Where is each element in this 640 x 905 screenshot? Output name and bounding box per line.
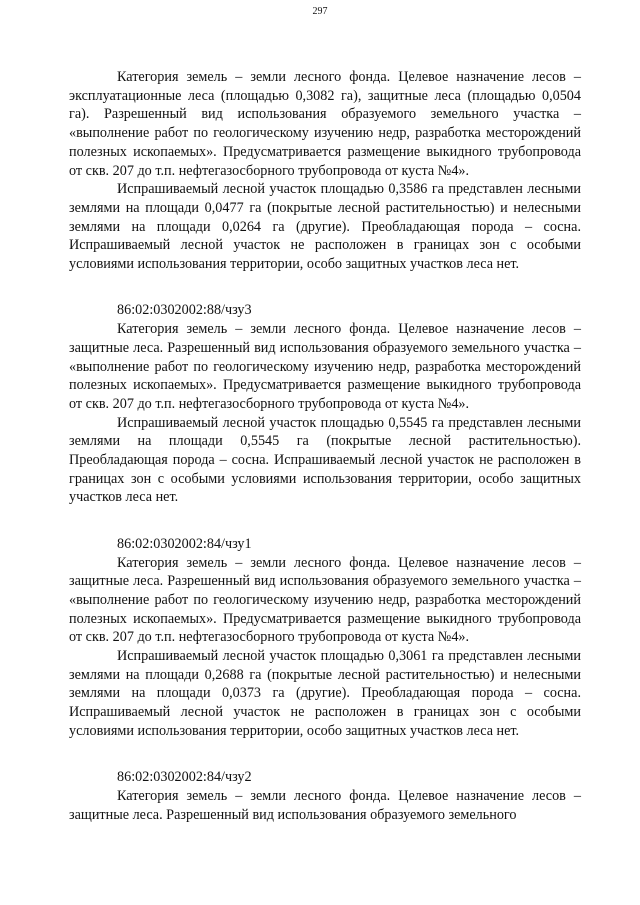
paragraph: Испрашиваемый лесной участок площадью 0,3061 га представлен лесными землями на площади 0,2688 га (покрытые лесной растительностью) и нелесными землями на площади 0,0373 га (другие). Преобладающая порода – сосна. Испрашиваемый лесной участок не расположен в границах зон с особыми условиями использования территории, особо защитных участков леса нет. [69, 648, 581, 739]
cadastral-number: 86:02:0302002:88/чзу3 [117, 302, 252, 319]
cadastral-number: 86:02:0302002:84/чзу1 [117, 535, 252, 552]
paragraph: Испрашиваемый лесной участок площадью 0,5545 га представлен лесными землями на площади 0,5545 га (покрытые лесной растительностью). Преобладающая порода – сосна. Испрашиваемый лесной участок не расположен в границах зон с особыми условиями использования территории, особо защитных участков леса нет. [69, 414, 581, 506]
paragraph: Категория земель – земли лесного фонда. Целевое назначение лесов – защитные леса. Разрешенный вид использования образуемого земельного [69, 787, 581, 823]
paragraph: Испрашиваемый лесной участок площадью 0,3586 га представлен лесными землями на площади 0,0477 га (покрытые лесной растительностью) и нелесными землями на площади 0,0264 га (другие). Преобладающая порода – сосна. Испрашиваемый лесной участок не расположен в границах зон с особыми условиями использования территории, особо защитных участков леса нет. [69, 181, 581, 273]
paragraph: Категория земель – земли лесного фонда. Целевое назначение лесов – эксплуатационные леса (площадью 0,3082 га), защитные леса (площадью 0,0504 га). Разрешенный вид использования образуемого земельного участка – «выполнение работ по геологическому изучению недр, разработка месторождений полезных ископаемых». Предусматривается размещение выкидного трубопровода от скв. 207 до т.п. нефтегазосборного трубопровода от куста №4». [69, 69, 581, 179]
section-plot [69, 759, 581, 824]
document-body [69, 68, 581, 824]
page-number: 297 [312, 6, 328, 17]
paragraph: Категория земель – земли лесного фонда. Целевое назначение лесов – защитные леса. Разрешенный вид использования образуемого земельного участка – «выполнение работ по геологическому изучению недр, разработка месторождений полезных ископаемых». Предусматривается размещение выкидного трубопровода от скв. 207 до т.п. нефтегазосборного трубопровода от куста №4». [69, 321, 581, 412]
paragraph: Категория земель – земли лесного фонда. Целевое назначение лесов – защитные леса. Разрешенный вид использования образуемого земельного участка – «выполнение работ по геологическому изучению недр, разработка месторождений полезных ископаемых». Предусматривается размещение выкидного трубопровода от скв. 207 до т.п. нефтегазосборного трубопровода от куста №4». [69, 554, 581, 646]
cadastral-number: 86:02:0302002:84/чзу2 [117, 769, 252, 786]
section-continuation [69, 68, 581, 274]
section-plot [69, 292, 581, 507]
section-plot [69, 526, 581, 741]
